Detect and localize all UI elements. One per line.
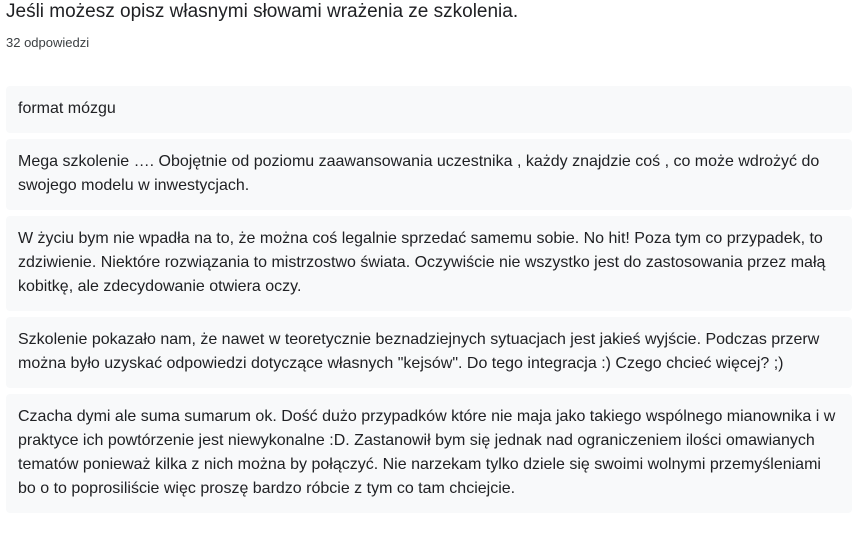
response-list xyxy=(6,86,852,519)
response-item: W życiu bym nie wpadła na to, że można coś legalnie sprzedać samemu sobie. No hit! Poza tym co przypadek, to zdziwienie. Niektóre rozwiązania to mistrzostwo świata. Oczywiście nie wszystko jest do zastosowania przez małą kobitkę, ale zdecydowanie otwiera oczy. xyxy=(6,216,852,311)
question-title: Jeśli możesz opisz własnymi słowami wrażenia ze szkolenia. xyxy=(6,1,519,22)
response-item: Mega szkolenie …. Obojętnie od poziomu zaawansowania uczestnika , każdy znajdzie coś , co może wdrożyć do swojego modelu w inwestycjach. xyxy=(6,139,852,210)
response-item: Szkolenie pokazało nam, że nawet w teoretycznie beznadziejnych sytuacjach jest jakieś wyjście. Podczas przerw można było uzyskać odpowiedzi dotyczące własnych "kejsów". Do tego integracja :) Czego chcieć więcej? ;) xyxy=(6,317,852,388)
response-count: 32 odpowiedzi xyxy=(6,35,90,50)
response-item: Czacha dymi ale suma sumarum ok. Dość dużo przypadków które nie maja jako takiego wspólnego mianownika i w praktyce ich powtórzenie jest niewykonalne :D. Zastanowił bym się jednak nad ograniczeniem ilości omawianych tematów ponieważ kilka z nich można by połączyć. Nie narzekam tylko dziele się swoimi wolnymi przemyśleniami bo o to poprosiliście więc proszę bardzo róbcie z tym co tam chciejcie. xyxy=(6,394,852,513)
response-item: format mózgu xyxy=(6,86,852,133)
